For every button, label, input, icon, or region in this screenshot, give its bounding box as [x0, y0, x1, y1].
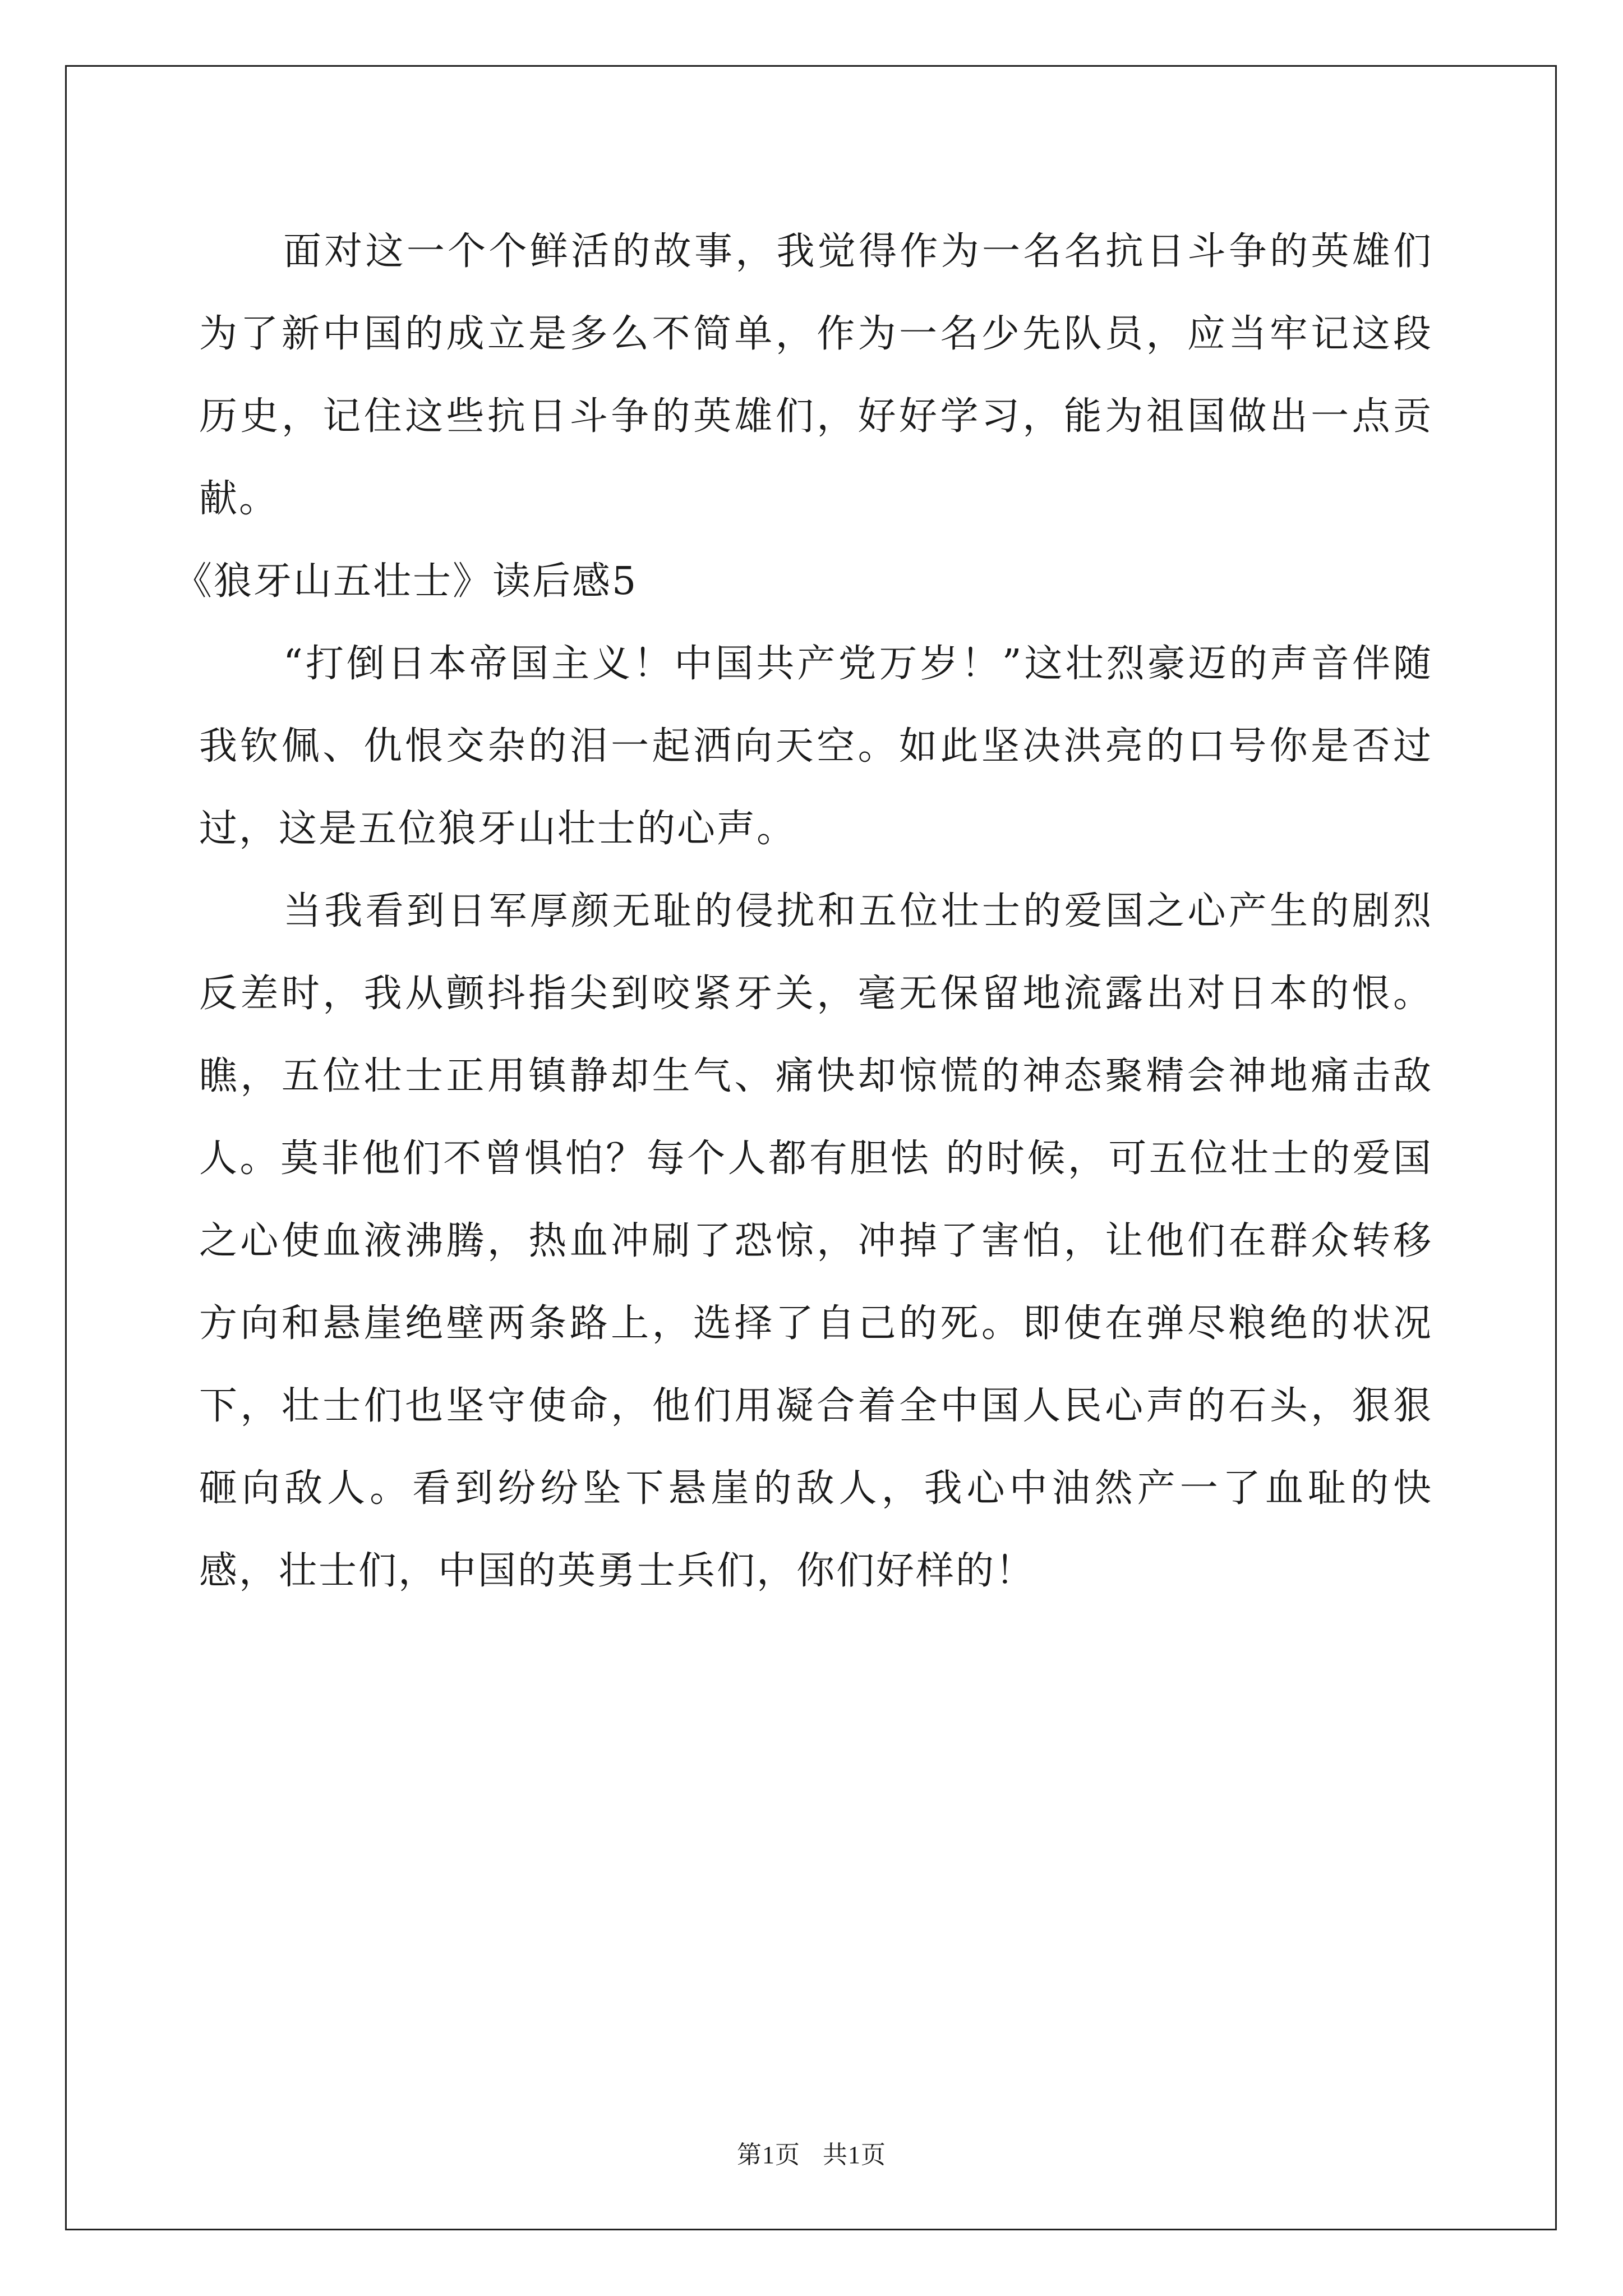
paragraph-slogan: “打倒日本帝国主义！中国共产党万岁！”这壮烈豪迈的声音伴随我钦佩、仇恨交杂的泪一起洒向天空。如此坚决洪亮的口号你是否过过，这是五位狼牙山壮士的心声。	[199, 642, 1433, 851]
section-heading: 《狼牙山五壮士》读后感5	[174, 559, 638, 604]
page-number-total: 共1页	[823, 2141, 886, 2169]
page-number-current: 第1页	[737, 2141, 800, 2169]
paragraph-main: 当我看到日军厚颜无耻的侵扰和五位壮士的爱国之心产生的剧烈反差时，我从颤抖指尖到咬紧牙关，毫无保留地流露出对日本的恨。瞧，五位壮士正用镇静却生气、痛快却惊慌的神态聚精会神地痛击敌人。莫非他们不曾惧怕？每个人都有胆怯 的时候，可五位壮士的爱国之心使血液沸腾，热血冲刷了恐惊，冲掉了害怕，让他们在群众转移方向和悬崖绝壁两条路上，选择了自己的死。即使在弹尽粮绝的状况下，壮士们也坚守使命，他们用凝合着全中国人民心声的石头，狠狠砸向敌人。看到纷纷坠下悬崖的敌人，我心中油然产一了血耻的快感，壮士们，中国的英勇士兵们，你们好样的！	[199, 889, 1433, 1593]
document-body	[174, 210, 1433, 1612]
page-footer	[0, 2134, 1623, 2170]
paragraph-intro: 面对这一个个鲜活的故事，我觉得作为一名名抗日斗争的英雄们为了新中国的成立是多么不简单，作为一名少先队员，应当牢记这段历史，记住这些抗日斗争的英雄们，好好学习，能为祖国做出一点贡献。	[199, 229, 1433, 521]
